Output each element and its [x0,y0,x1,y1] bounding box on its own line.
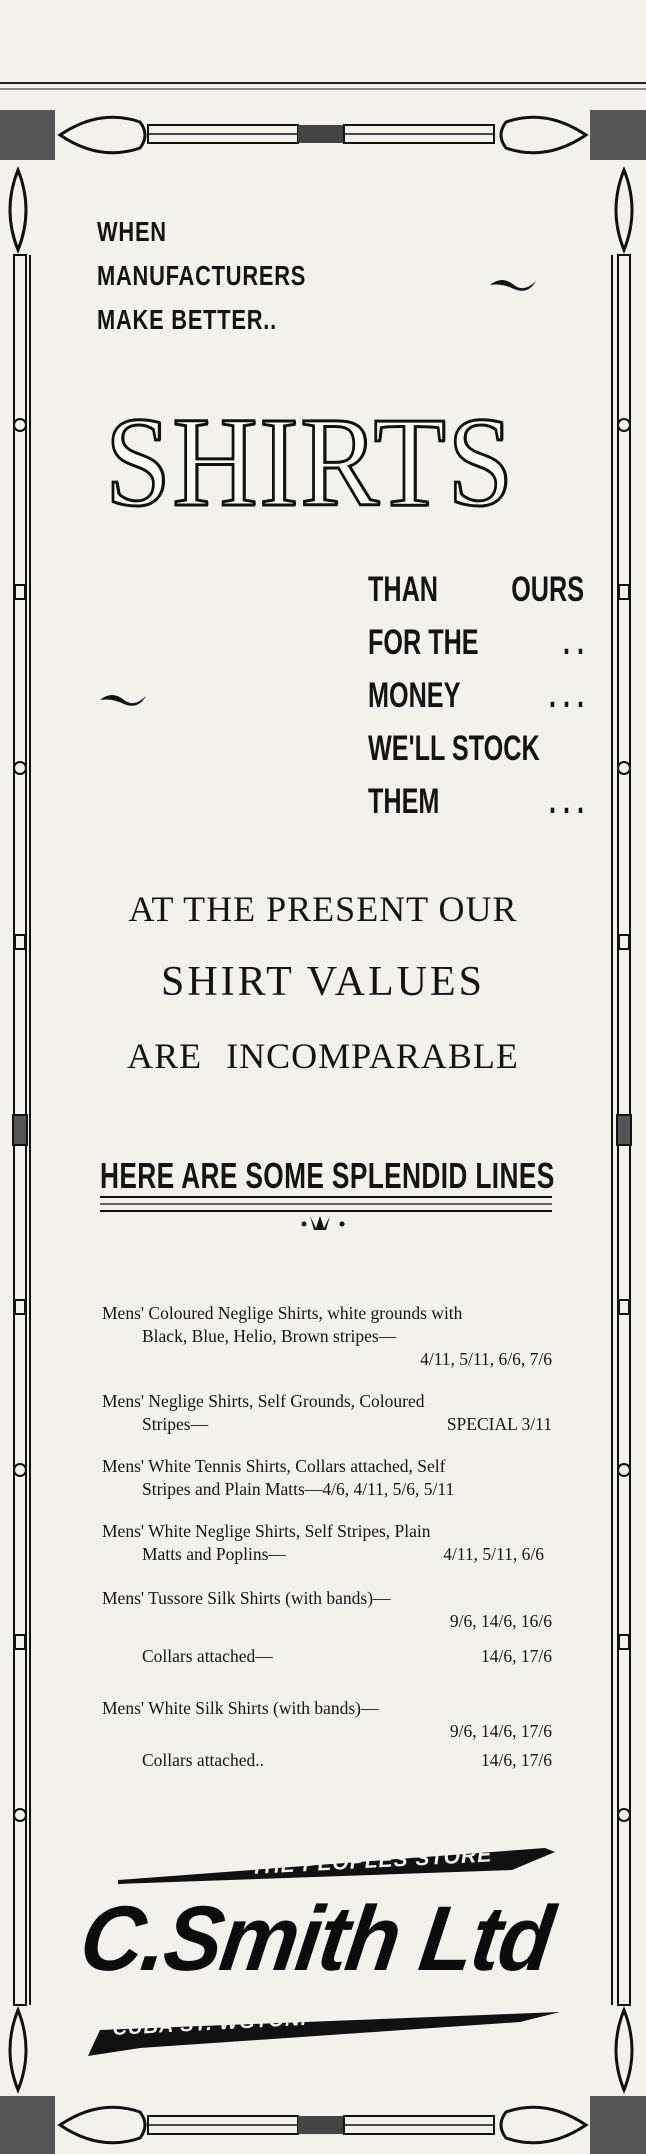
flourish-ornament [490,280,536,291]
than-line: THEM . . . [368,782,584,821]
present-line-1: AT THE PRESENT OUR [128,889,518,929]
left-border-column [10,170,30,2090]
list-item: Collars attached— 14/6, 17/6 [142,1646,552,1666]
than-line: WE'LL STOCK [368,729,540,768]
headline-line: MANUFACTURERS [97,260,307,291]
list-item: Mens' Coloured Neglige Shirts, white grounds with Black, Blue, Helio, Brown stripes— 4/11, 5/11, 6/6, 7/6 [102,1303,552,1369]
list-item: Mens' White Tennis Shirts, Collars attached, Self Stripes and Plain Matts—4/6, 4/11, 5/6, 5/11 [102,1456,455,1499]
list-item: Mens' White Neglige Shirts, Self Stripes, Plain Matts and Poplins— 4/11, 5/11, 6/6 [102,1521,544,1564]
bottom-ornament-band [0,2096,646,2154]
c-smith-logo: C.Smith Ltd [74,1888,559,1990]
cuba-st-ribbon-text: CUBA ST. WGTON. [112,2007,308,2040]
list-item: Mens' Neglige Shirts, Self Grounds, Coloured Stripes— SPECIAL 3/11 [102,1391,552,1434]
shirts-title: SHIRTS [105,391,515,533]
headline-block [97,210,306,342]
than-ours-block [368,563,584,828]
top-ornament-band [0,110,646,160]
list-item: Mens' White Silk Shirts (with bands)— 9/6, 14/6, 17/6 [102,1698,552,1741]
splendid-lines-heading: HERE ARE SOME SPLENDID LINES [100,1155,555,1196]
headline-line: MAKE BETTER.. [97,304,278,335]
headline-line: WHEN [97,216,167,247]
present-line-2: SHIRT VALUES [160,959,486,1005]
than-line: MONEY . . . [368,676,584,715]
flourish-ornament [100,695,146,706]
list-item: Mens' Tussore Silk Shirts (with bands)— 9/6, 14/6, 16/6 [102,1588,552,1631]
than-line: FOR THE . . [368,623,584,662]
present-line-3: ARE INCOMPARABLE [127,1036,519,1076]
list-item: Collars attached.. 14/6, 17/6 [142,1750,552,1770]
peoples-store-ribbon-text: THE PEOPLES STORE [250,1843,493,1879]
leaf-ornament [302,1216,345,1230]
right-border-column [612,170,632,2090]
than-line: THAN OURS [368,570,584,609]
